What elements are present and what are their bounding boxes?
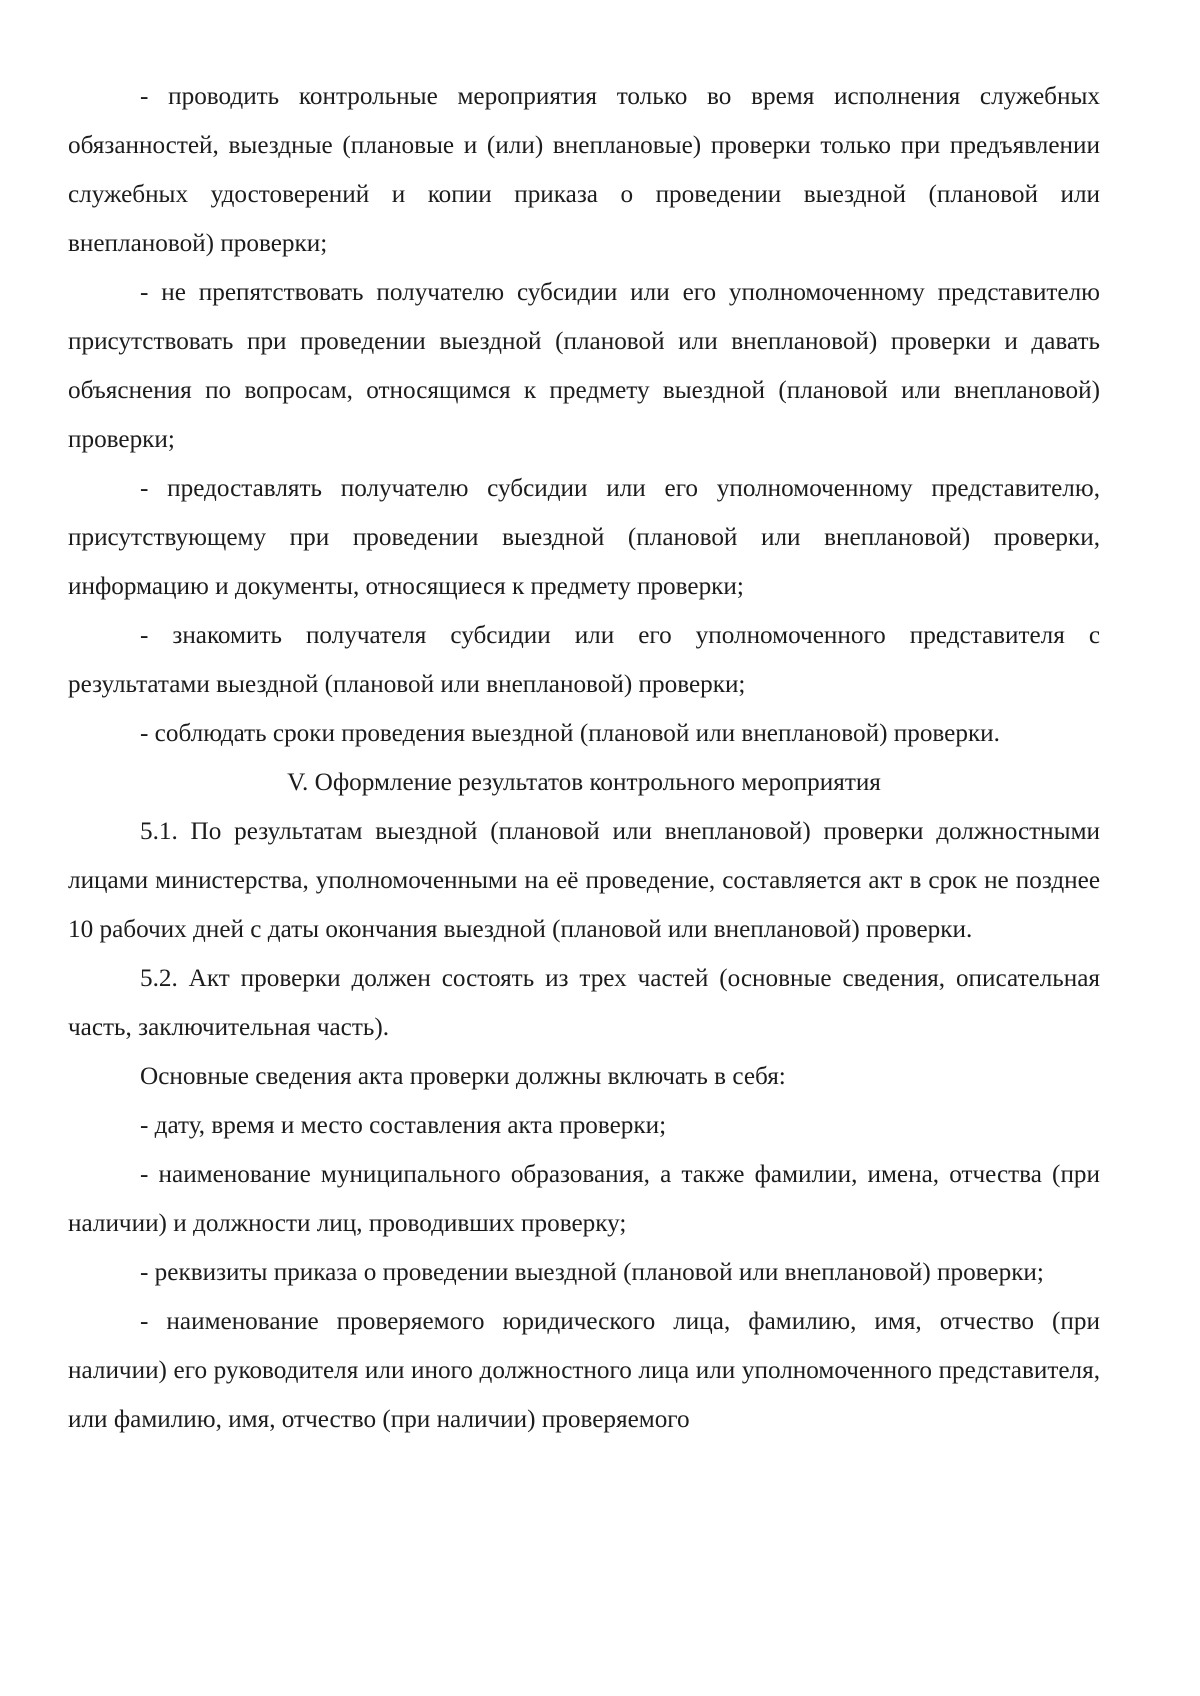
paragraph-2: - не препятствовать получателю субсидии или его уполномоченному представителю присутствовать при проведении выездной (плановой или внеплановой) проверки и давать объяснения по вопросам, относящимся к предмету выездной (плановой или внеплановой) проверки;	[68, 279, 1100, 453]
paragraph-3: - предоставлять получателю субсидии или его уполномоченному представителю, присутствующему при проведении выездной (плановой или внеплановой) проверки, информацию и документы, относящиеся к предмету проверки;	[68, 475, 1100, 600]
paragraph-basic-info: Основные сведения акта проверки должны включать в себя:	[140, 1063, 786, 1090]
paragraph-5: - соблюдать сроки проведения выездной (плановой или внеплановой) проверки.	[140, 720, 1000, 747]
list-item-date-place: - дату, время и место составления акта проверки;	[140, 1112, 667, 1139]
section-heading: V. Оформление результатов контрольного мероприятия	[287, 769, 881, 796]
list-item-order-details: - реквизиты приказа о проведении выездной (плановой или внеплановой) проверки;	[140, 1259, 1044, 1286]
paragraph-5-1: 5.1. По результатам выездной (плановой или внеплановой) проверки должностными лицами министерства, уполномоченными на её проведение, составляется акт в срок не позднее 10 рабочих дней с даты окончания выездной (плановой или внеплановой) проверки.	[68, 818, 1100, 943]
paragraph-4: - знакомить получателя субсидии или его уполномоченного представителя с результатами выездной (плановой или внеплановой) проверки;	[68, 622, 1100, 698]
paragraph-5-2: 5.2. Акт проверки должен состоять из трех частей (основные сведения, описательная часть, заключительная часть).	[68, 965, 1100, 1041]
paragraph-1: - проводить контрольные мероприятия только во время исполнения служебных обязанностей, выездные (плановые и (или) внеплановые) проверки только при предъявлении служебных удостоверений и копии приказа о проведении выездной (плановой или внеплановой) проверки;	[68, 83, 1100, 257]
list-item-inspected-entity: - наименование проверяемого юридического лица, фамилию, имя, отчество (при наличии) его руководителя или иного должностного лица или уполномоченного представителя, или фамилию, имя, отчество (при наличии) проверяемого	[68, 1308, 1100, 1433]
list-item-municipality: - наименование муниципального образования, а также фамилии, имена, отчества (при наличии) и должности лиц, проводивших проверку;	[68, 1161, 1100, 1237]
